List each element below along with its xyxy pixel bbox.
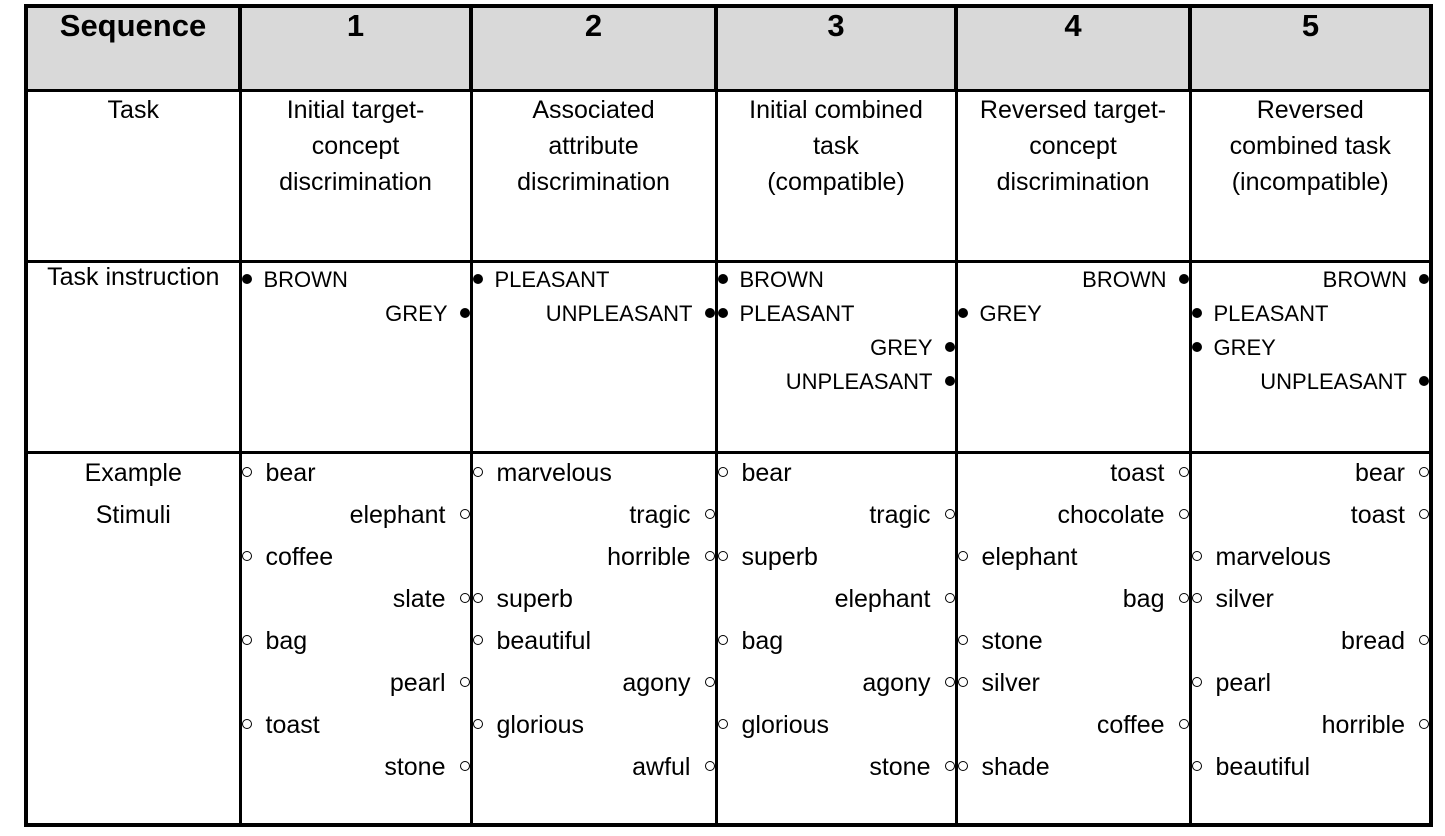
bullet-circle-icon xyxy=(460,761,470,771)
stimulus-item-text: bear xyxy=(741,459,792,488)
header-col-4: 4 xyxy=(956,6,1190,91)
stimuli-cell xyxy=(716,453,956,825)
task-text-line: discrimination xyxy=(279,168,432,197)
header-col-1: 1 xyxy=(240,6,471,91)
stimulus-item-text: superb xyxy=(741,543,818,572)
stimulus-item xyxy=(1192,538,1430,580)
bullet-circle-icon xyxy=(242,719,252,729)
bullet-circle-icon xyxy=(1419,719,1429,729)
stimulus-item xyxy=(473,748,715,790)
bullet-circle-icon xyxy=(460,509,470,519)
header-row xyxy=(26,6,1431,91)
bullet-circle-icon xyxy=(958,551,968,561)
instruction-item-text: BROWN xyxy=(1082,267,1167,293)
task-text-line: (incompatible) xyxy=(1231,168,1389,197)
task-text-line: concept xyxy=(311,132,400,161)
bullet-circle-icon xyxy=(1419,635,1429,645)
stimulus-item-text: bear xyxy=(1354,459,1405,488)
bullet-circle-icon xyxy=(1179,509,1189,519)
instruction-item-text: PLEASANT xyxy=(494,267,610,293)
stimulus-item-text: bag xyxy=(1122,585,1165,614)
instruction-item xyxy=(1192,331,1430,365)
stimulus-item xyxy=(1192,706,1430,748)
stimulus-item xyxy=(473,580,715,622)
stimuli-cell xyxy=(956,453,1190,825)
stimulus-item xyxy=(958,454,1189,496)
instruction-item xyxy=(958,263,1189,297)
stimulus-item xyxy=(473,496,715,538)
stimuli-cell xyxy=(240,453,471,825)
stimulus-item xyxy=(242,496,470,538)
stimulus-item xyxy=(718,706,955,748)
instruction-item-text: GREY xyxy=(385,301,448,327)
stimulus-item xyxy=(718,496,955,538)
stimulus-item xyxy=(473,622,715,664)
bullet-circle-icon xyxy=(705,509,715,519)
stimulus-item-text: silver xyxy=(1215,585,1274,614)
stimulus-item xyxy=(958,538,1189,580)
stimulus-item xyxy=(958,748,1189,790)
instruction-cell xyxy=(240,262,471,453)
bullet-circle-icon xyxy=(460,593,470,603)
bullet-circle-icon xyxy=(958,635,968,645)
stimulus-item xyxy=(958,622,1189,664)
bullet-dot-icon xyxy=(945,342,955,352)
instruction-item xyxy=(473,297,715,331)
stimulus-item xyxy=(1192,580,1430,622)
stimulus-item-text: horrible xyxy=(607,543,691,572)
stimulus-item xyxy=(1192,664,1430,706)
stimuli-label-line: Example xyxy=(84,459,182,488)
bullet-circle-icon xyxy=(705,761,715,771)
bullet-circle-icon xyxy=(473,593,483,603)
bullet-circle-icon xyxy=(473,635,483,645)
stimulus-item-text: horrible xyxy=(1321,711,1405,740)
bullet-circle-icon xyxy=(958,761,968,771)
bullet-dot-icon xyxy=(242,274,252,284)
stimulus-item xyxy=(718,622,955,664)
stimulus-item-text: chocolate xyxy=(1057,501,1165,530)
instruction-item-text: UNPLEASANT xyxy=(785,369,933,395)
bullet-circle-icon xyxy=(705,677,715,687)
task-row xyxy=(26,91,1431,262)
stimulus-item-text: slate xyxy=(392,585,446,614)
stimuli-label xyxy=(26,453,240,825)
instruction-item xyxy=(473,263,715,297)
stimulus-item xyxy=(242,580,470,622)
instruction-item xyxy=(718,331,955,365)
stimulus-item xyxy=(473,538,715,580)
bullet-circle-icon xyxy=(705,551,715,561)
bullet-circle-icon xyxy=(242,551,252,561)
stimulus-item xyxy=(242,454,470,496)
task-text-line: concept xyxy=(1029,132,1117,161)
task-cell-4 xyxy=(956,91,1190,262)
instruction-label: Task instruction xyxy=(26,262,240,453)
stimulus-item xyxy=(473,454,715,496)
stimulus-item-text: marvelous xyxy=(496,459,612,488)
task-cell-1 xyxy=(240,91,471,262)
stimulus-item-text: toast xyxy=(265,711,320,740)
stimulus-item xyxy=(1192,748,1430,790)
instruction-item xyxy=(242,297,470,331)
bullet-circle-icon xyxy=(473,719,483,729)
bullet-dot-icon xyxy=(945,376,955,386)
stimulus-item xyxy=(958,580,1189,622)
instruction-item-text: PLEASANT xyxy=(1213,301,1329,327)
stimulus-item-text: agony xyxy=(622,669,691,698)
stimulus-item-text: toast xyxy=(1110,459,1165,488)
header-col-2: 2 xyxy=(471,6,716,91)
instruction-item xyxy=(718,365,955,399)
bullet-dot-icon xyxy=(1192,308,1202,318)
instruction-item xyxy=(718,263,955,297)
stimulus-item-text: elephant xyxy=(981,543,1078,572)
instruction-cell xyxy=(956,262,1190,453)
bullet-circle-icon xyxy=(1419,509,1429,519)
stimulus-item xyxy=(1192,622,1430,664)
bullet-dot-icon xyxy=(705,308,715,318)
stimulus-item-text: bread xyxy=(1341,627,1405,656)
task-label: Task xyxy=(26,91,240,262)
bullet-dot-icon xyxy=(473,274,483,284)
stimulus-item xyxy=(718,748,955,790)
bullet-circle-icon xyxy=(473,467,483,477)
instruction-cell xyxy=(716,262,956,453)
task-cell-2 xyxy=(471,91,716,262)
bullet-dot-icon xyxy=(460,308,470,318)
stimulus-item xyxy=(958,706,1189,748)
stimulus-item xyxy=(1192,496,1430,538)
stimulus-item-text: coffee xyxy=(265,543,334,572)
stimulus-item-text: superb xyxy=(496,585,573,614)
stimulus-item-text: stone xyxy=(869,753,931,782)
stimulus-item xyxy=(958,496,1189,538)
instruction-item-text: GREY xyxy=(1213,335,1276,361)
task-text-line: (compatible) xyxy=(767,168,905,197)
stimulus-item-text: bag xyxy=(741,627,784,656)
header-col-5: 5 xyxy=(1190,6,1431,91)
instruction-item-text: BROWN xyxy=(263,267,348,293)
bullet-dot-icon xyxy=(1419,376,1429,386)
task-text-line: combined task xyxy=(1229,132,1391,161)
stimulus-item-text: stone xyxy=(384,753,446,782)
stimulus-item-text: agony xyxy=(862,669,931,698)
stimulus-item-text: marvelous xyxy=(1215,543,1331,572)
stimulus-item xyxy=(718,580,955,622)
stimuli-cell xyxy=(1190,453,1431,825)
stimulus-item xyxy=(242,538,470,580)
instruction-cell xyxy=(471,262,716,453)
stimulus-item-text: toast xyxy=(1350,501,1405,530)
instruction-item xyxy=(1192,365,1430,399)
instruction-item xyxy=(958,297,1189,331)
bullet-dot-icon xyxy=(718,274,728,284)
stimulus-item-text: glorious xyxy=(496,711,585,740)
stimulus-item xyxy=(718,454,955,496)
stimulus-item-text: shade xyxy=(981,753,1050,782)
task-text-line: discrimination xyxy=(517,168,670,197)
task-text-line: Initial target- xyxy=(286,96,425,125)
stimulus-item-text: bear xyxy=(265,459,316,488)
stimulus-item xyxy=(958,664,1189,706)
bullet-dot-icon xyxy=(958,308,968,318)
stimulus-item-text: beautiful xyxy=(496,627,592,656)
stimulus-item xyxy=(242,748,470,790)
instruction-item-text: BROWN xyxy=(1322,267,1407,293)
stimulus-item-text: silver xyxy=(981,669,1040,698)
stimulus-item-text: stone xyxy=(981,627,1043,656)
instruction-item-text: UNPLEASANT xyxy=(545,301,693,327)
header-col-3: 3 xyxy=(716,6,956,91)
bullet-circle-icon xyxy=(718,635,728,645)
task-text-line: task xyxy=(813,132,859,161)
bullet-circle-icon xyxy=(1179,467,1189,477)
bullet-circle-icon xyxy=(1192,761,1202,771)
instruction-item xyxy=(718,297,955,331)
bullet-circle-icon xyxy=(1179,593,1189,603)
stimuli-row xyxy=(26,453,1431,825)
instruction-item-text: UNPLEASANT xyxy=(1260,369,1407,395)
bullet-circle-icon xyxy=(945,509,955,519)
bullet-circle-icon xyxy=(958,677,968,687)
stimulus-item-text: bag xyxy=(265,627,308,656)
stimulus-item xyxy=(242,622,470,664)
bullet-dot-icon xyxy=(1179,274,1189,284)
bullet-dot-icon xyxy=(718,308,728,318)
header-sequence: Sequence xyxy=(26,6,240,91)
stimulus-item-text: elephant xyxy=(349,501,446,530)
stimulus-item xyxy=(473,706,715,748)
stimulus-item-text: beautiful xyxy=(1215,753,1311,782)
stimulus-item-text: pearl xyxy=(1215,669,1272,698)
task-cell-3 xyxy=(716,91,956,262)
instruction-item-text: BROWN xyxy=(739,267,824,293)
bullet-circle-icon xyxy=(945,761,955,771)
stimulus-item xyxy=(718,664,955,706)
task-text-line: attribute xyxy=(548,132,639,161)
instruction-row xyxy=(26,262,1431,453)
stimulus-item xyxy=(718,538,955,580)
bullet-circle-icon xyxy=(718,719,728,729)
bullet-circle-icon xyxy=(718,467,728,477)
stimulus-item-text: elephant xyxy=(834,585,931,614)
stimulus-item-text: tragic xyxy=(629,501,691,530)
stimulus-item xyxy=(242,706,470,748)
iat-sequence-table xyxy=(24,4,1433,827)
stimulus-item-text: pearl xyxy=(389,669,446,698)
bullet-circle-icon xyxy=(242,467,252,477)
bullet-dot-icon xyxy=(1419,274,1429,284)
task-text-line: Reversed xyxy=(1256,96,1364,125)
task-text-line: discrimination xyxy=(996,168,1150,197)
stimuli-label-line: Stimuli xyxy=(95,501,171,530)
bullet-circle-icon xyxy=(945,593,955,603)
bullet-circle-icon xyxy=(460,677,470,687)
stimulus-item-text: tragic xyxy=(869,501,931,530)
task-cell-5 xyxy=(1190,91,1431,262)
bullet-circle-icon xyxy=(718,551,728,561)
bullet-circle-icon xyxy=(1192,593,1202,603)
instruction-item-text: PLEASANT xyxy=(739,301,855,327)
stimulus-item-text: glorious xyxy=(741,711,830,740)
instruction-item-text: GREY xyxy=(979,301,1042,327)
bullet-circle-icon xyxy=(1419,467,1429,477)
bullet-circle-icon xyxy=(945,677,955,687)
bullet-dot-icon xyxy=(1192,342,1202,352)
task-text-line: Reversed target- xyxy=(979,96,1167,125)
task-text-line: Initial combined xyxy=(749,96,923,125)
stimulus-item xyxy=(242,664,470,706)
task-text-line: Associated xyxy=(532,96,655,125)
instruction-item xyxy=(1192,297,1430,331)
stimulus-item-text: awful xyxy=(632,753,691,782)
bullet-circle-icon xyxy=(1192,551,1202,561)
bullet-circle-icon xyxy=(242,635,252,645)
instruction-item xyxy=(242,263,470,297)
stimulus-item xyxy=(1192,454,1430,496)
stimuli-cell xyxy=(471,453,716,825)
bullet-circle-icon xyxy=(1179,719,1189,729)
instruction-item-text: GREY xyxy=(870,335,933,361)
bullet-circle-icon xyxy=(1192,677,1202,687)
instruction-item xyxy=(1192,263,1430,297)
instruction-cell xyxy=(1190,262,1431,453)
stimulus-item-text: coffee xyxy=(1096,711,1165,740)
stimulus-item xyxy=(473,664,715,706)
